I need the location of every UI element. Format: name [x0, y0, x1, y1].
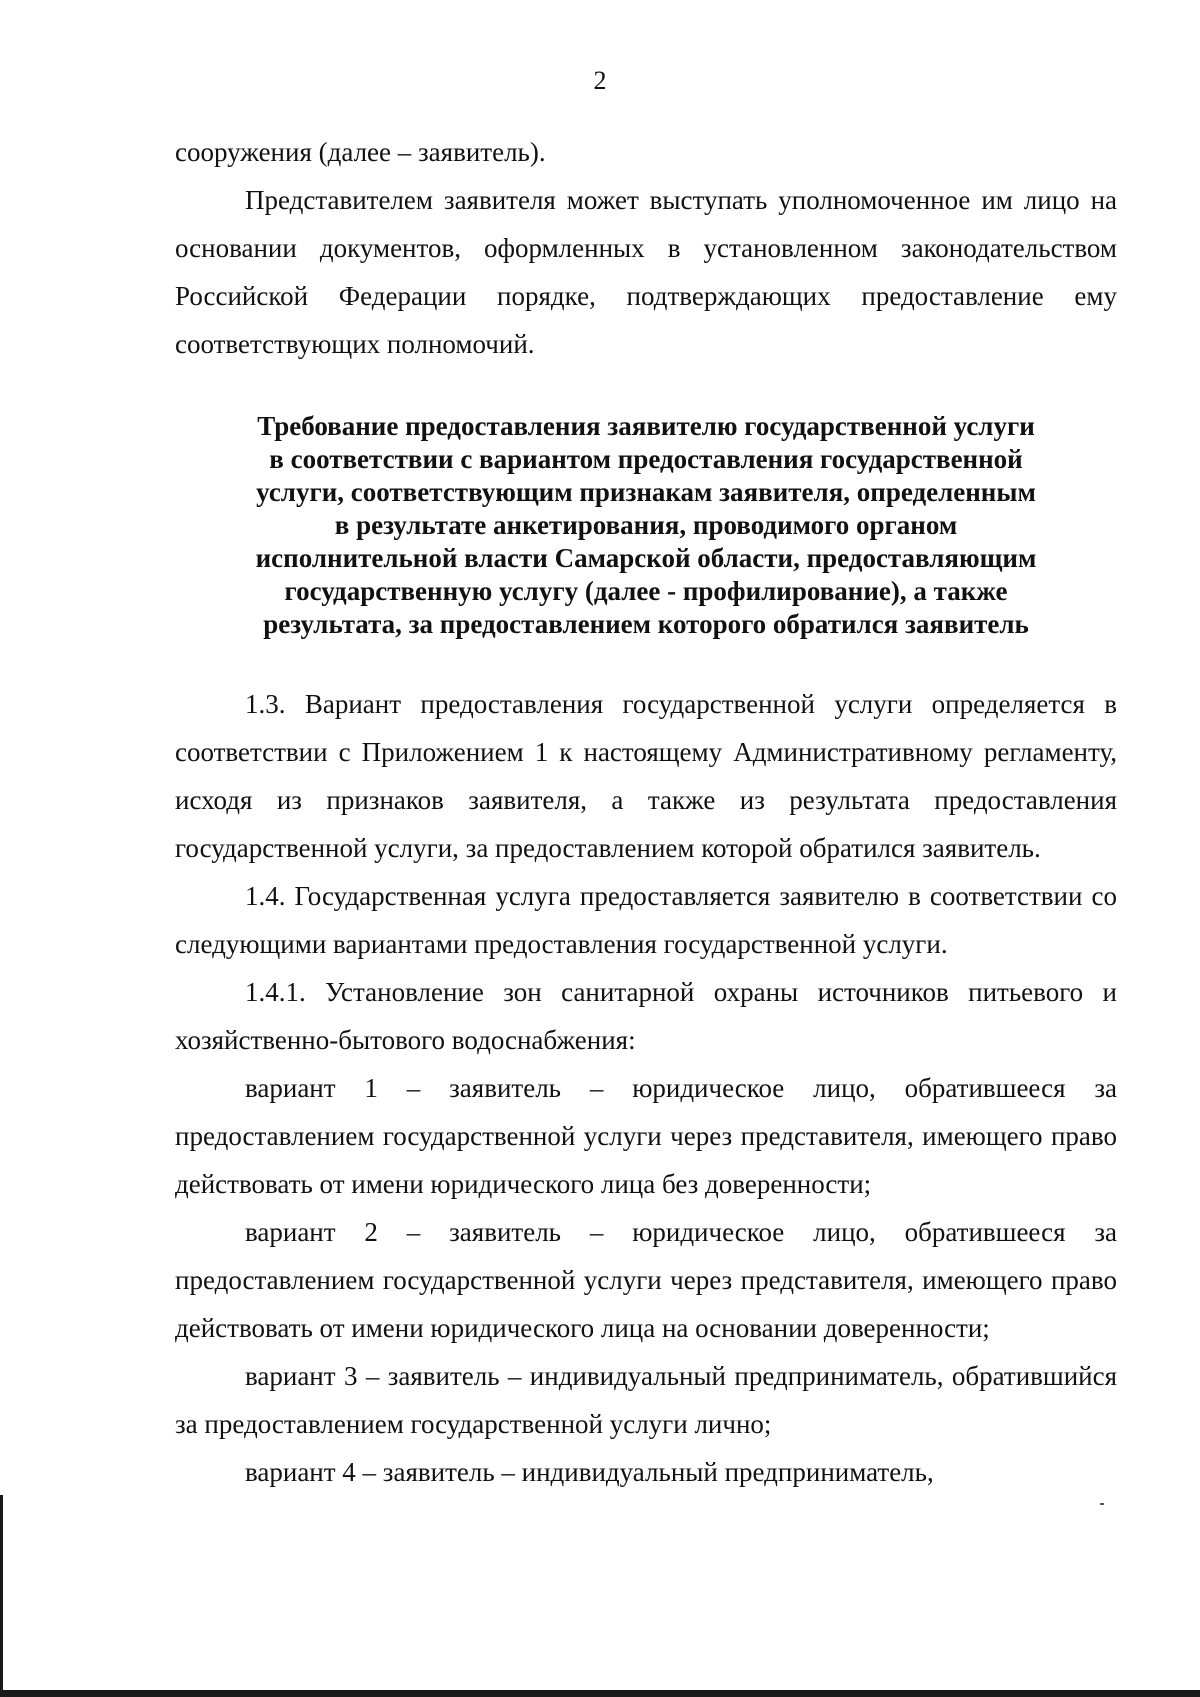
- intro-paragraph-representative: Представителем заявителя может выступать уполномоченное им лицо на основании документов, оформленных в установленном законодательством Российской Федерации порядке, подтверждающих предоставление ему соответствующих полномочий.: [175, 185, 1117, 359]
- scan-speck: [1100, 1503, 1104, 1505]
- paragraph-1-4: 1.4. Государственная услуга предоставляется заявителю в соответствии со следующими вариантами предоставления государственной услуги.: [175, 881, 1117, 959]
- paragraph-1-3: 1.3. Вариант предоставления государственной услуги определяется в соответствии с Приложением 1 к настоящему Административному регламенту, исходя из признаков заявителя, а также из результата предоставления государственной услуги, за предоставлением которой обратился заявитель.: [175, 689, 1117, 863]
- page-number: 2: [593, 66, 607, 95]
- intro-section: [175, 128, 1117, 368]
- variant-3-paragraph: вариант 3 – заявитель – индивидуальный предприниматель, обратившийся за предоставлением государственной услуги лично;: [175, 1361, 1117, 1439]
- heading-line: Требование предоставления заявителю государственной услуги: [257, 411, 1035, 441]
- main-section: [175, 680, 1117, 1496]
- heading-line: результата, за предоставлением которого обратился заявитель: [263, 609, 1029, 639]
- heading-line: исполнительной власти Самарской области, предоставляющим: [255, 543, 1037, 573]
- scan-edge-bottom: [0, 1690, 1200, 1697]
- section-heading: [175, 410, 1117, 641]
- intro-paragraph-continuation: сооружения (далее – заявитель).: [175, 137, 546, 167]
- paragraph-1-4-1: 1.4.1. Установление зон санитарной охраны источников питьевого и хозяйственно-бытового водоснабжения:: [175, 977, 1117, 1055]
- variant-1-paragraph: вариант 1 – заявитель – юридическое лицо, обратившееся за предоставлением государственной услуги через представителя, имеющего право действовать от имени юридического лица без доверенности;: [175, 1073, 1117, 1199]
- heading-line: услуги, соответствующим признакам заявителя, определенным: [256, 477, 1036, 507]
- scan-edge-left: [0, 1495, 3, 1697]
- heading-line: в результате анкетирования, проводимого органом: [334, 510, 958, 540]
- heading-line: государственную услугу (далее - профилирование), а также: [284, 576, 1008, 606]
- variant-2-paragraph: вариант 2 – заявитель – юридическое лицо, обратившееся за предоставлением государственной услуги через представителя, имеющего право действовать от имени юридического лица на основании доверенности;: [175, 1217, 1117, 1343]
- heading-line: в соответствии с вариантом предоставления государственной: [269, 444, 1023, 474]
- variant-4-paragraph: вариант 4 – заявитель – индивидуальный предприниматель,: [245, 1457, 934, 1487]
